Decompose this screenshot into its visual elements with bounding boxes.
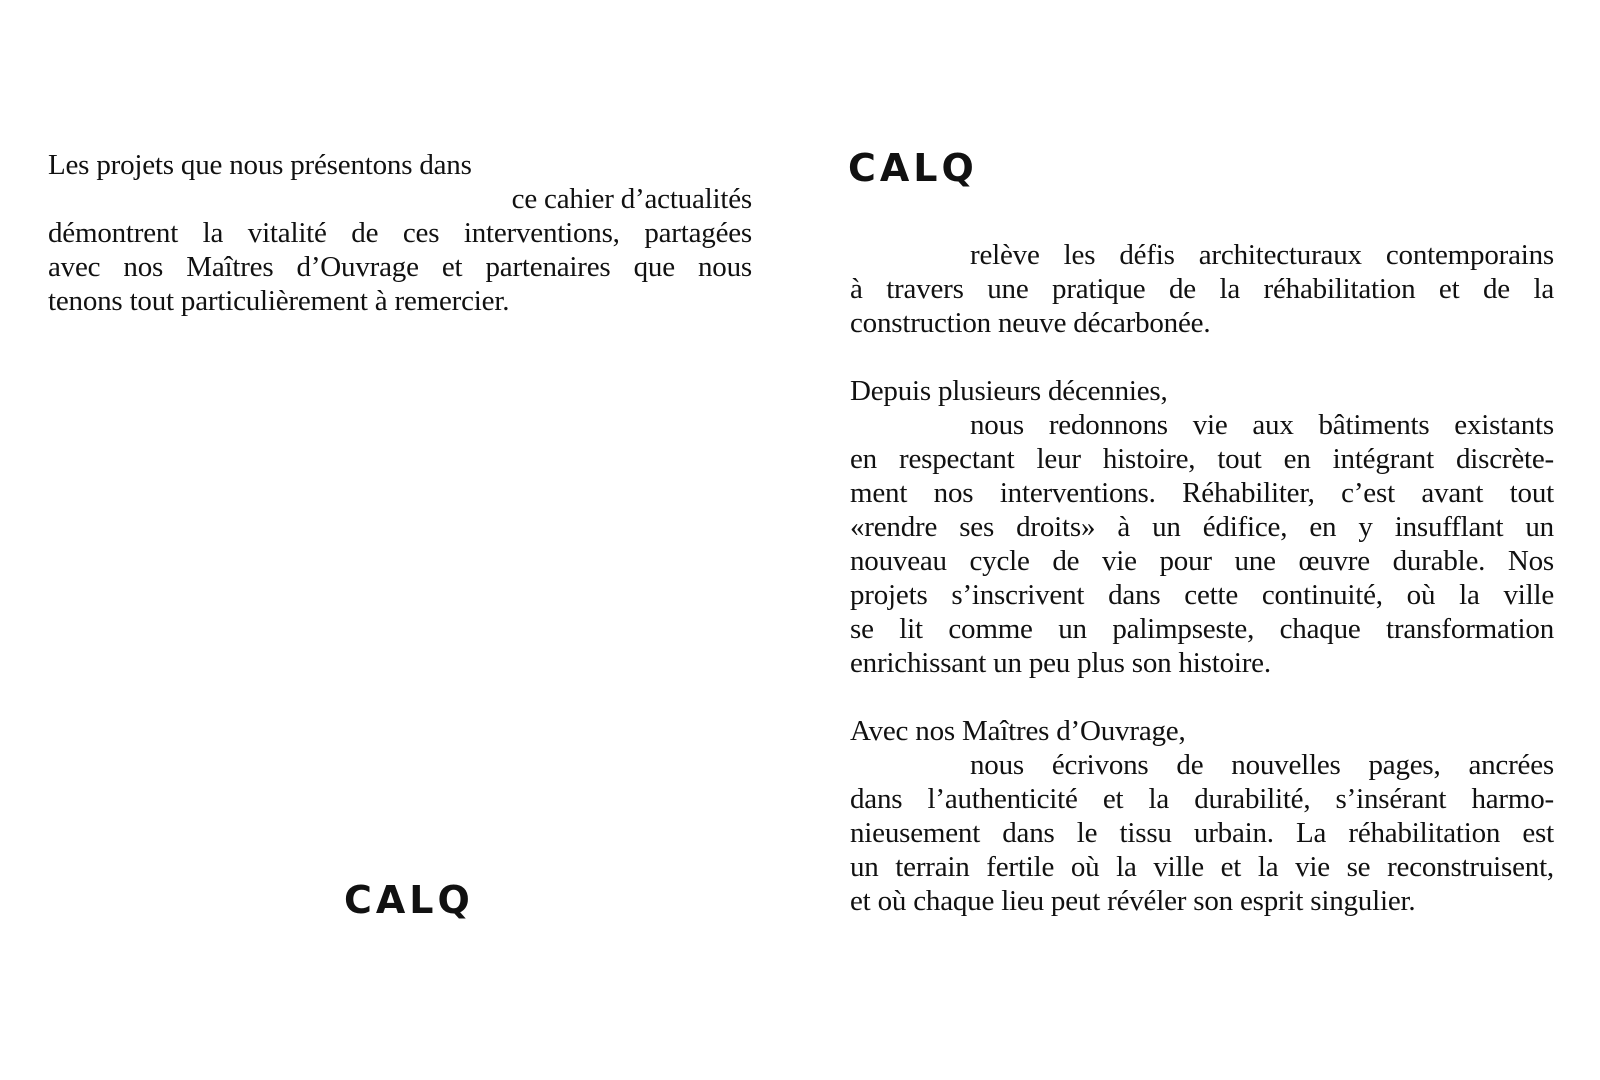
- text-line: avec nos Maîtres d’Ouvrage et partenaires que nous: [48, 251, 752, 283]
- text-line: Les projets que nous présentons dans: [48, 149, 472, 181]
- text-line: nieusement dans le tissu urbain. La réhabilitation est: [850, 817, 1554, 849]
- text-line: «rendre ses droits» à un édifice, en y insufflant un: [850, 511, 1554, 543]
- text-line: en respectant leur histoire, tout en intégrant discrète-: [850, 443, 1554, 475]
- text-line: nous redonnons vie aux bâtiments existants: [970, 409, 1554, 441]
- calq-logo: CALQ: [344, 878, 474, 922]
- text-line: et où chaque lieu peut révéler son esprit singulier.: [850, 885, 1416, 917]
- text-line: nouveau cycle de vie pour une œuvre durable. Nos: [850, 545, 1554, 577]
- text-line: à travers une pratique de la réhabilitation et de la: [850, 273, 1554, 305]
- text-line: construction neuve décarbonée.: [850, 307, 1211, 339]
- text-line: se lit comme un palimpseste, chaque transformation: [850, 613, 1554, 645]
- text-line: démontrent la vitalité de ces interventions, partagées: [48, 217, 752, 249]
- right-body-text: [850, 238, 1554, 952]
- paragraph: [850, 374, 1554, 680]
- text-line: relève les défis architecturaux contemporains: [970, 239, 1554, 271]
- text-line: nous écrivons de nouvelles pages, ancrées: [970, 749, 1554, 781]
- text-line: Avec nos Maîtres d’Ouvrage,: [850, 715, 1186, 747]
- text-line: Depuis plusieurs décennies,: [850, 375, 1168, 407]
- text-line: un terrain fertile où la ville et la vie se reconstruisent,: [850, 851, 1554, 883]
- text-line: projets s’inscrivent dans cette continuité, où la ville: [850, 579, 1554, 611]
- text-line: ce cahier d’actualités: [511, 183, 752, 215]
- calq-logo: CALQ: [848, 146, 978, 190]
- text-line: tenons tout particulièrement à remercier.: [48, 285, 510, 317]
- text-line: enrichissant un peu plus son histoire.: [850, 647, 1271, 679]
- text-line: dans l’authenticité et la durabilité, s’insérant harmo-: [850, 783, 1554, 815]
- paragraph: [850, 714, 1554, 918]
- paragraph: [850, 238, 1554, 340]
- left-paragraph: [48, 148, 752, 318]
- text-line: ment nos interventions. Réhabiliter, c’est avant tout: [850, 477, 1554, 509]
